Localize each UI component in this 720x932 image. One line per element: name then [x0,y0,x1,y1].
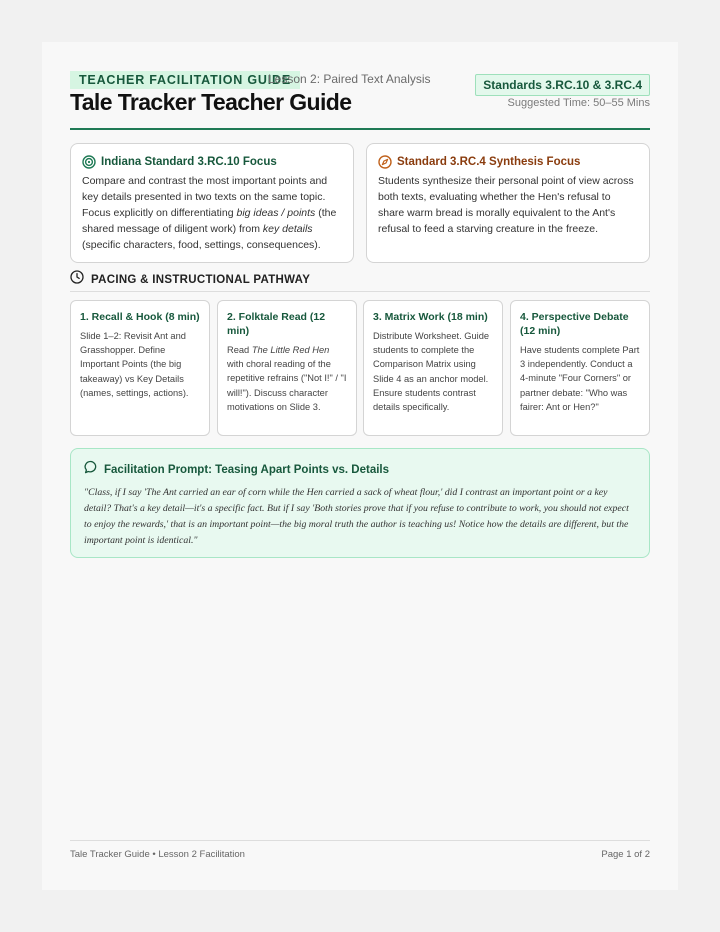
footer-label: Tale Tracker Guide • Lesson 2 Facilitation [70,849,245,860]
step-title: 2. Folktale Read (12 min) [227,311,326,337]
step-body: Distribute Worksheet. Guide students to complete the Comparison Matrix using Slide 4 as an anchor model. Ensure students contrast details specifically. [373,331,490,413]
card-text: Compare and contrast the most important points and key details presented in two texts on the same topic. Focus explicitly on differentiating [82,175,328,219]
card-body [82,173,342,253]
compass-icon [378,155,392,169]
pacing-step [363,300,503,436]
card-title: Indiana Standard 3.RC.10 Focus [101,156,277,168]
guide-page [42,42,678,890]
step-text: Read [227,345,252,355]
guide-type-badge: TEACHER FACILITATION GUIDE [70,71,300,89]
lesson-title: Lesson 2: Paired Text Analysis [268,72,431,86]
step-text: with choral reading of the repetitive refrains ("Not I!" / "I will!"). Discuss character motivations on Slide 3. [227,359,347,412]
card-text: (the shared message of diligent work) from [82,207,337,235]
pacing-steps [70,300,650,436]
prompt-body: "Class, if I say 'The Ant carried an ear of corn while the Hen carried a sack of wheat flour,' did I contrast an important point or a key detail? That's a key detail—it's a specific fact. But if I say 'Both stories prove that if you refuse to contribute to work, you should not expect to enjoy the rewards,' that is an important point—the big moral truth the author is teaching us! Notice how the details are different, but the important point is identical." [84,487,629,546]
page-number: Page 1 of 2 [601,849,650,860]
step-title: 1. Recall & Hook (8 min) [80,311,200,323]
facilitation-prompt [70,448,650,558]
page-footer [70,840,650,860]
pacing-step [217,300,357,436]
step-body: Have students complete Part 3 independently. Conduct a 4-minute "Four Corners" or partner debate: "Who was fairer: Ant or Hen?" [520,345,640,412]
card-title: Standard 3.RC.4 Synthesis Focus [397,156,581,168]
page-content [70,70,650,546]
prompt-title: Facilitation Prompt: Teasing Apart Points vs. Details [104,463,389,476]
suggested-time: Suggested Time: 50–55 Mins [507,97,650,109]
standard-3rc4-card [366,143,650,263]
card-header [378,155,638,169]
step-title: 3. Matrix Work (18 min) [373,311,488,323]
pacing-section-header [70,272,650,292]
step-body: Slide 1–2: Revisit Ant and Grasshopper. Define Important Points (the big takeaway) vs Key Details (names, settings, actions). [80,331,189,398]
page-title: Tale Tracker Teacher Guide [70,89,352,115]
card-body: Students synthesize their personal point of view across both texts, evaluating whether the Hen's refusal to share warm bread is morally equivalent to the Ant's refusal to feed a starving creature in the freeze. [378,175,634,235]
standards-badge: Standards 3.RC.10 & 3.RC.4 [475,74,650,96]
card-emphasis: big ideas / points [236,207,316,219]
target-icon [82,155,96,169]
page-header [70,70,650,130]
step-emphasis: The Little Red Hen [251,345,330,355]
pacing-step [510,300,650,436]
step-body [227,343,347,414]
step-title: 4. Perspective Debate (12 min) [520,311,629,337]
card-text: (specific characters, food, settings, consequences). [82,239,321,251]
card-header [82,155,342,169]
clock-icon [70,270,84,289]
prompt-header [84,460,636,479]
standard-3rc10-card [70,143,354,263]
section-title: PACING & INSTRUCTIONAL PATHWAY [91,273,311,286]
card-emphasis: key details [262,223,313,235]
focus-cards [70,143,650,263]
pacing-step [70,300,210,436]
speech-bubble-icon [84,460,98,479]
